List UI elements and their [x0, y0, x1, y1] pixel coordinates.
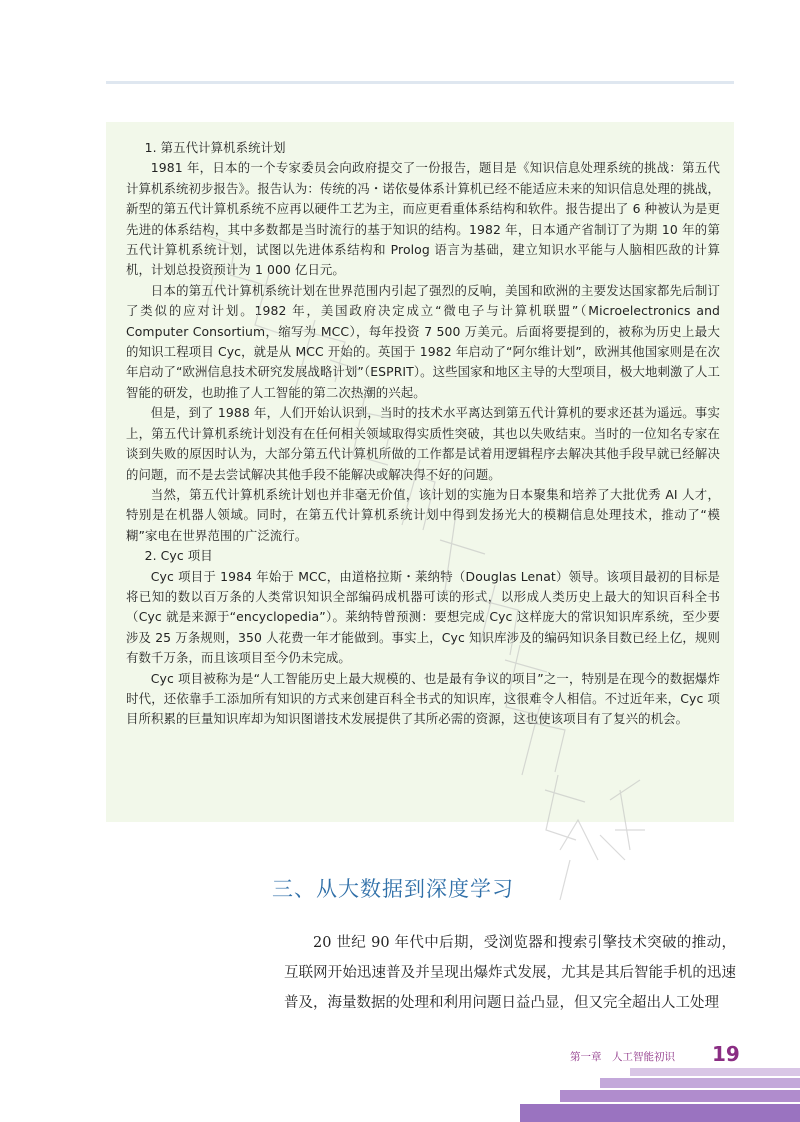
box-paragraph-1: 1981 年，日本的一个专家委员会向政府提交了一份报告，题目是《知识信息处理系统的挑战：第五代计算机系统初步报告》。报告认为：传统的冯・诺依曼体系计算机已经不能适应未来的知识信息处理的挑战，新型的第五代计算机系统不应再以硬件工艺为主，而应更看重体系结构和软件。报告提出了 6 种被认为是更先进的体系结构，其中多数都是当时流行的基于知识的结构。1982 年，日本通产省制订了为期 10 年的第五代计算机系统计划，试图以先进体系结构和 Prolog 语言为基础，建立知识水平能与人脑相匹敌的计算机，计划总投资预计为 1 000 亿日元。 — [126, 160, 720, 278]
footer-bar-2 — [600, 1078, 800, 1088]
page-number: 19 — [712, 1042, 740, 1066]
box-paragraph-6: Cyc 项目被称为是“人工智能历史上最大规模的、也是最有争议的项目”之一，特别是在现今的数据爆炸时代，还依靠手工添加所有知识的方式来创建百科全书式的知识库，这很难令人相信。不过近年来，Cyc 项目所积累的巨量知识库却为知识图谱技术发展提供了其所必需的资源，这也使该项目有了复兴的机会。 — [126, 670, 720, 727]
footer-bar-1 — [630, 1068, 800, 1076]
header-rule — [106, 81, 734, 84]
box-paragraph-5: Cyc 项目于 1984 年始于 MCC，由道格拉斯・莱纳特（Douglas Lenat）领导。该项目最初的目标是将已知的数以百万条的人类常识知识全部编码成机器可读的形式，以形成人类历史上最大的知识百科全书（Cyc 就是来源于“encyclopedia”）。莱纳特曾预测：要想完成 Cyc 这样庞大的常识知识库系统，至少要涉及 25 万条规则，350 人花费一年才能做到。事实上，Cyc 知识库涉及的编码知识条目数已经上亿，规则有数千万条，而且该项目至今仍未完成。 — [126, 568, 720, 666]
box-paragraph-4: 当然，第五代计算机系统计划也并非毫无价值，该计划的实施为日本聚集和培养了大批优秀 AI 人才，特别是在机器人领域。同时，在第五代计算机系统计划中得到发扬光大的模糊信息处理技术，推动了“模糊”家电在世界范围的广泛流行。 — [126, 486, 720, 543]
chapter-label: 第一章 人工智能初识 — [570, 1051, 675, 1063]
box-paragraph-3: 但是，到了 1988 年，人们开始认识到，当时的技术水平离达到第五代计算机的要求还甚为遥远。事实上，第五代计算机系统计划没有在任何相关领域取得实质性突破，其也以失败结束。当时的一位知名专家在谈到失败的原因时认为，大部分第五代计算机所做的工作都是试着用逻辑程序去解决其他手段早就已经解决的问题，而不是去尝试解决其他手段不能解决或解决得不好的问题。 — [126, 405, 720, 482]
footer-bar-3 — [560, 1090, 800, 1102]
body-paragraph: 20 世纪 90 年代中后期，受浏览器和搜索引擎技术突破的推动，互联网开始迅速普及并呈现出爆炸式发展，尤其是其后智能手机的迅速普及，海量数据的处理和利用问题日益凸显，但又完全超出人工处理 — [284, 935, 736, 1011]
box-heading-1: 1. 第五代计算机系统计划 — [144, 140, 286, 155]
footer-bar-4 — [520, 1104, 800, 1122]
box-heading-2: 2. Cyc 项目 — [144, 548, 213, 564]
reading-box — [106, 122, 734, 822]
box-paragraph-2: 日本的第五代计算机系统计划在世界范围内引起了强烈的反响，美国和欧洲的主要发达国家都先后制订了类似的应对计划。1982 年，美国政府决定成立“微电子与计算机联盟”（Microelectronics and Computer Consortium，缩写为 MCC），每年投资 7 500 万美元。后面将要提到的，被称为历史上最大的知识工程项目 Cyc，就是从 MCC 开始的。英国于 1982 年启动了“阿尔维计划”，欧洲其他国家则是在次年启动了“欧洲信息技术研究发展战略计划”（ESPRIT）。这些国家和地区主导的大型项目，极大地刺激了人工智能的研发，也助推了人工智能的第二次热潮的兴起。 — [126, 282, 720, 400]
section-title: 三、从大数据到深度学习 — [272, 877, 514, 901]
